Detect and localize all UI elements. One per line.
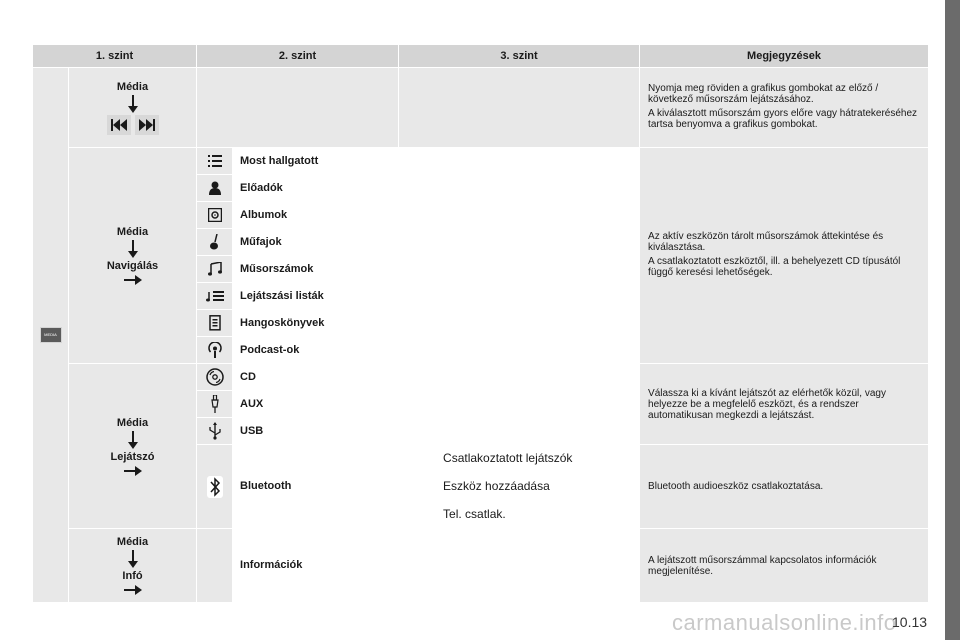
option-label: Műsorszámok: [233, 256, 399, 283]
level2-navigation-cell: Média Navigálás: [69, 148, 197, 364]
table-row: [33, 364, 929, 391]
option-label: Bluetooth: [233, 445, 399, 529]
option-label: USB: [233, 418, 399, 445]
option-label: Most hallgatott: [233, 148, 399, 175]
header-level1: 1. szint: [33, 45, 197, 68]
level2-media-label: Média: [116, 80, 149, 93]
option-label: Podcast-ok: [233, 337, 399, 364]
guitar-icon: [209, 234, 221, 250]
notes-info: A lejátszott műsorszámmal kapcsolatos információk megjelenítése.: [640, 529, 929, 603]
cd-icon: [206, 368, 224, 386]
watermark: carmanualsonline.info: [672, 610, 897, 635]
option-label: Előadók: [233, 175, 399, 202]
person-icon: [209, 181, 221, 195]
arrow-down-icon: [126, 550, 140, 568]
level1-cell: [33, 68, 69, 603]
level2-player-cell: Média Lejátszó: [69, 364, 197, 529]
table-row: [33, 148, 929, 175]
arrow-down-icon: [126, 95, 140, 113]
menu-structure-table: [32, 44, 929, 603]
arrow-right-icon: [124, 275, 142, 285]
level2-media-cell: [69, 68, 197, 148]
option-label: AUX: [233, 391, 399, 418]
header-level3: 3. szint: [399, 45, 640, 68]
prev-next-track-icon: [107, 115, 159, 135]
option-label: Albumok: [233, 202, 399, 229]
arrow-right-icon: [124, 585, 142, 595]
option-label: Hangoskönyvek: [233, 310, 399, 337]
arrow-down-icon: [126, 431, 140, 449]
notes-navigation: Az aktív eszközön tárolt műsorszámok áttekintése és kiválasztása. A csatlakoztatott eszköztől, ill. a behelyezett CD típusától függő keresési lehetőségek.: [640, 148, 929, 364]
header-notes: Megjegyzések: [640, 45, 929, 68]
arrow-down-icon: [126, 240, 140, 258]
option-label: CD: [233, 364, 399, 391]
usb-icon: [208, 422, 222, 440]
aux-jack-icon: [211, 395, 219, 413]
notes-player: Válassza ki a kívánt lejátszót az elérhetők közül, vagy helyezze be a megfelelő eszközt, és a rendszer automatikusan megkezdi a lejátszást.: [640, 364, 929, 445]
page-number: 10.13: [892, 614, 928, 630]
table-header-row: [33, 45, 929, 68]
option-label: Csatlakoztatott lejátszók: [436, 445, 640, 473]
audiobook-icon: [209, 315, 221, 331]
option-label: Lejátszási listák: [233, 283, 399, 310]
level2-info-cell: Média Infó: [69, 529, 197, 603]
option-label: Tel. csatlak.: [436, 501, 640, 529]
notes-bluetooth: Bluetooth audioeszköz csatlakoztatása.: [640, 445, 929, 529]
table-row: [33, 68, 929, 148]
media-button-icon: MEDIA: [40, 327, 62, 343]
option-label: Eszköz hozzáadása: [436, 473, 640, 501]
music-note-icon: [208, 262, 222, 276]
list-icon: [208, 155, 222, 167]
podcast-icon: [207, 342, 223, 358]
playlist-icon: [206, 290, 224, 302]
album-icon: [208, 208, 222, 222]
option-label: Műfajok: [233, 229, 399, 256]
option-label: Információk: [233, 529, 399, 603]
arrow-right-icon: [124, 466, 142, 476]
notes-media-tracks: Nyomja meg röviden a grafikus gombokat az előző / következő műsorszám lejátszásához. A kiválasztott műsorszám gyors előre vagy hátratekeréséhez tartsa benyomva a grafikus gombokat.: [640, 68, 929, 148]
table-row: [33, 529, 929, 603]
header-level2: 2. szint: [197, 45, 399, 68]
bluetooth-icon: [207, 476, 223, 498]
chapter-tab: [945, 0, 960, 640]
